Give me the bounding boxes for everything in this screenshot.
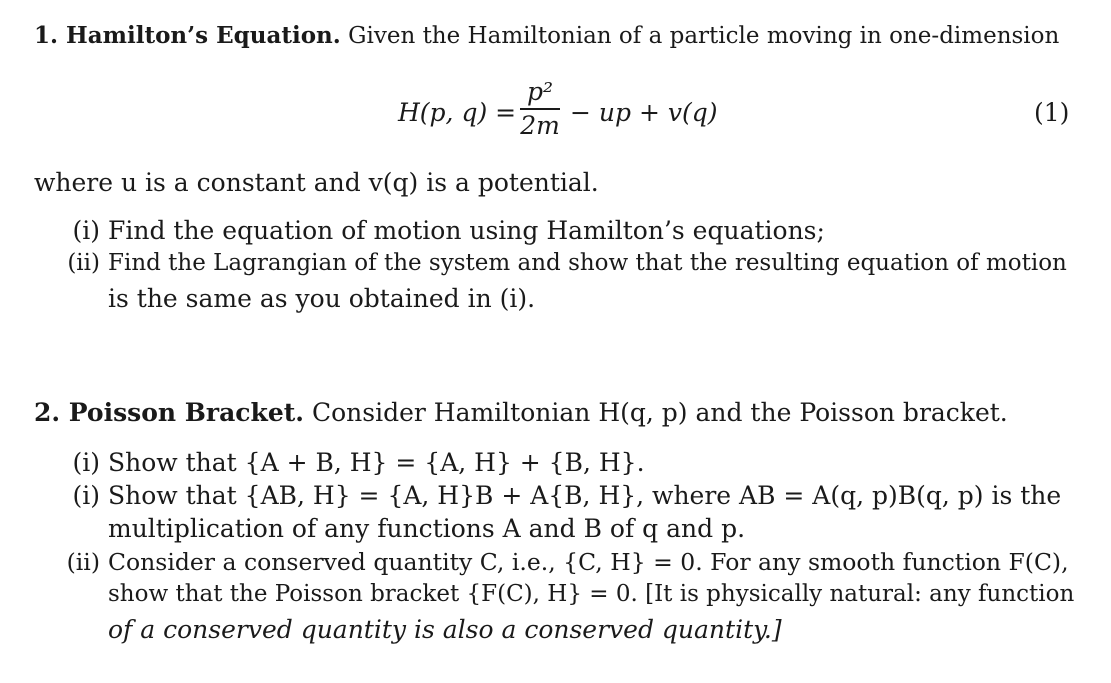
equation-rhs: − up + v(q) <box>570 98 718 127</box>
problem-1-where: where u is a constant and v(q) is a potential. <box>34 168 599 197</box>
problem-2-item-2 <box>52 481 1061 510</box>
problem-2-intro: Consider Hamiltonian H(q, p) and the Poisson bracket. <box>311 398 1008 427</box>
problem-1-header <box>34 22 1059 49</box>
fraction-numerator: p² <box>526 77 554 106</box>
item-label: (i) <box>72 448 100 477</box>
item-label: (ii) <box>67 250 100 276</box>
problem-2-item-3-cont: show that the Poisson bracket {F(C), H} = 0. [It is physically natural: any function <box>108 581 1075 607</box>
equation-fraction <box>520 78 560 140</box>
item-text: Find the Lagrangian of the system and show that the resulting equation of motion <box>108 250 1067 276</box>
problem-2-heading: 2. Poisson Bracket. <box>34 398 305 427</box>
problem-1-item-2 <box>52 250 1072 276</box>
item-label: (i) <box>72 481 100 510</box>
item-label: (i) <box>72 216 100 245</box>
problem-1-intro: Given the Hamiltonian of a particle moving in one-dimension <box>348 23 1060 49</box>
item-text: Find the equation of motion using Hamilton’s equations; <box>108 216 825 245</box>
item-label: (ii) <box>66 548 100 576</box>
problem-2-item-3 <box>52 548 1069 576</box>
fraction-bar <box>520 108 560 110</box>
problem-1-item-2-cont: is the same as you obtained in (i). <box>108 284 536 313</box>
item-text: Show that {A + B, H} = {A, H} + {B, H}. <box>108 448 645 477</box>
problem-2-header <box>34 398 1008 427</box>
problem-1-item-1 <box>52 216 825 245</box>
equation-number: (1) <box>1034 98 1070 127</box>
equation-lhs: H(p, q) = <box>398 98 517 127</box>
item-text: Consider a conserved quantity C, i.e., {C, H} = 0. For any smooth function F(C), <box>108 548 1069 576</box>
problem-2-item-1 <box>52 448 645 477</box>
problem-1-heading: 1. Hamilton’s Equation. <box>34 22 341 49</box>
problem-2-item-2-cont: multiplication of any functions A and B of q and p. <box>108 514 746 543</box>
problem-2-item-3-cont-2: of a conserved quantity is also a conserved quantity.] <box>108 615 782 644</box>
item-text: Show that {AB, H} = {A, H}B + A{B, H}, where AB = A(q, p)B(q, p) is the <box>108 481 1062 510</box>
fraction-denominator: 2m <box>520 110 560 140</box>
